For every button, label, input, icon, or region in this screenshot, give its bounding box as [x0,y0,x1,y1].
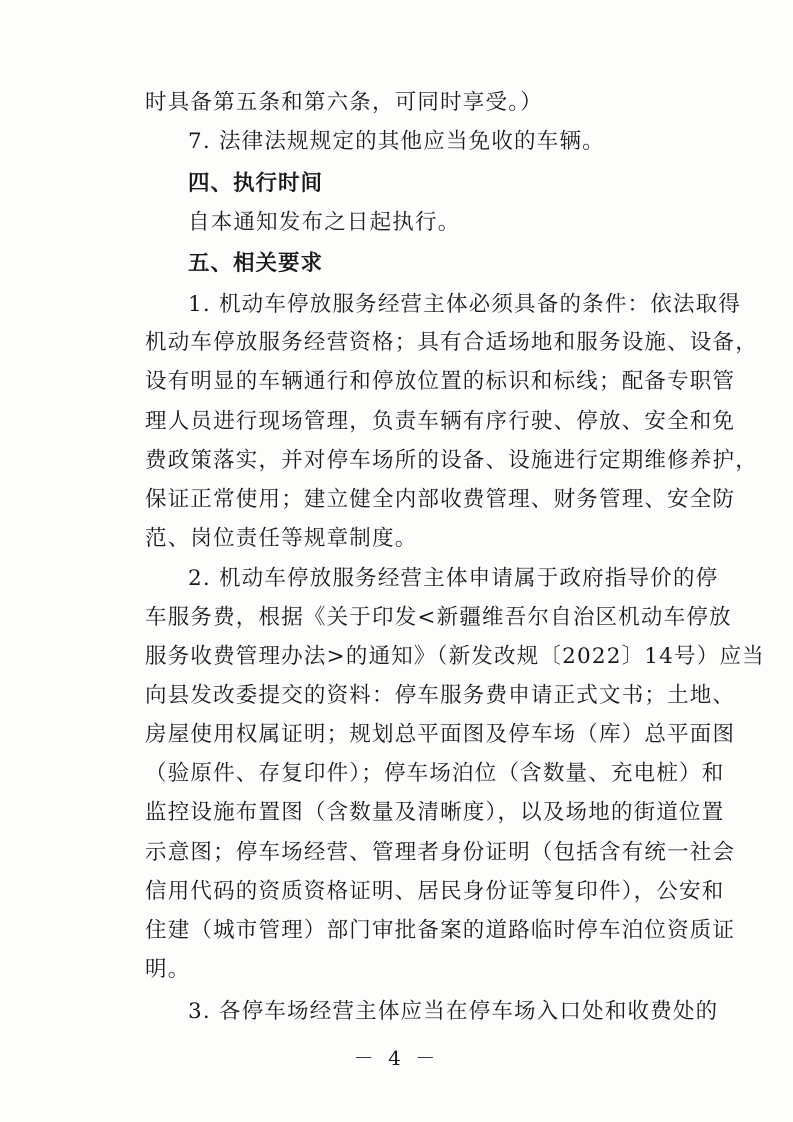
text-line: 机动车停放服务经营资格；具有合适场地和服务设施、设备， [145,330,758,355]
text-line: 7. 法律法规规定的其他应当免收的车辆。 [188,129,605,154]
text-line: 车服务费，根据《关于印发<新疆维吾尔自治区机动车停放 [145,605,732,630]
text-line: 向县发改委提交的资料：停车服务费申请正式文书；土地、 [145,683,736,708]
page-number: － 4 － [353,1046,440,1070]
text-line: 理人员进行现场管理，负责车辆有序行驶、停放、安全和免 [145,409,736,434]
text-line: 2. 机动车停放服务经营主体申请属于政府指导价的停 [188,566,719,591]
text-line: 时具备第五条和第六条，可同时享受。） [145,90,543,115]
text-line: 保证正常使用；建立健全内部收费管理、财务管理、安全防 [145,487,736,512]
section-heading: 四、执行时间 [188,171,324,196]
text-line: 示意图；停车场经营、管理者身份证明（包括含有统一社会 [145,840,736,865]
text-line: 服务收费管理办法>的通知》（新发改规〔2022〕14号）应当 [145,644,765,669]
text-line: （验原件、存复印件）；停车场泊位（含数量、充电桩）和 [145,761,725,786]
text-line: 房屋使用权属证明；规划总平面图及停车场（库）总平面图 [145,722,736,747]
text-line: 3. 各停车场经营主体应当在停车场入口处和收费处的 [188,999,719,1024]
text-line: 费政策落实，并对停车场所的设备、设施进行定期维修养护， [145,448,758,473]
text-line: 明。 [145,957,191,982]
text-line: 1. 机动车停放服务经营主体必须具备的条件：依法取得 [188,292,742,317]
text-line: 信用代码的资质资格证明、居民身份证等复印件），公安和 [145,879,725,904]
text-line: 住建（城市管理）部门审批备案的道路临时停车泊位资质证 [145,918,736,943]
text-line: 监控设施布置图（含数量及清晰度），以及场地的街道位置 [145,800,725,825]
text-line: 范、岗位责任等规章制度。 [145,526,418,551]
section-heading: 五、相关要求 [188,251,324,276]
text-line: 自本通知发布之日起执行。 [188,210,461,235]
text-line: 设有明显的车辆通行和停放位置的标识和标线；配备专职管 [145,369,736,394]
